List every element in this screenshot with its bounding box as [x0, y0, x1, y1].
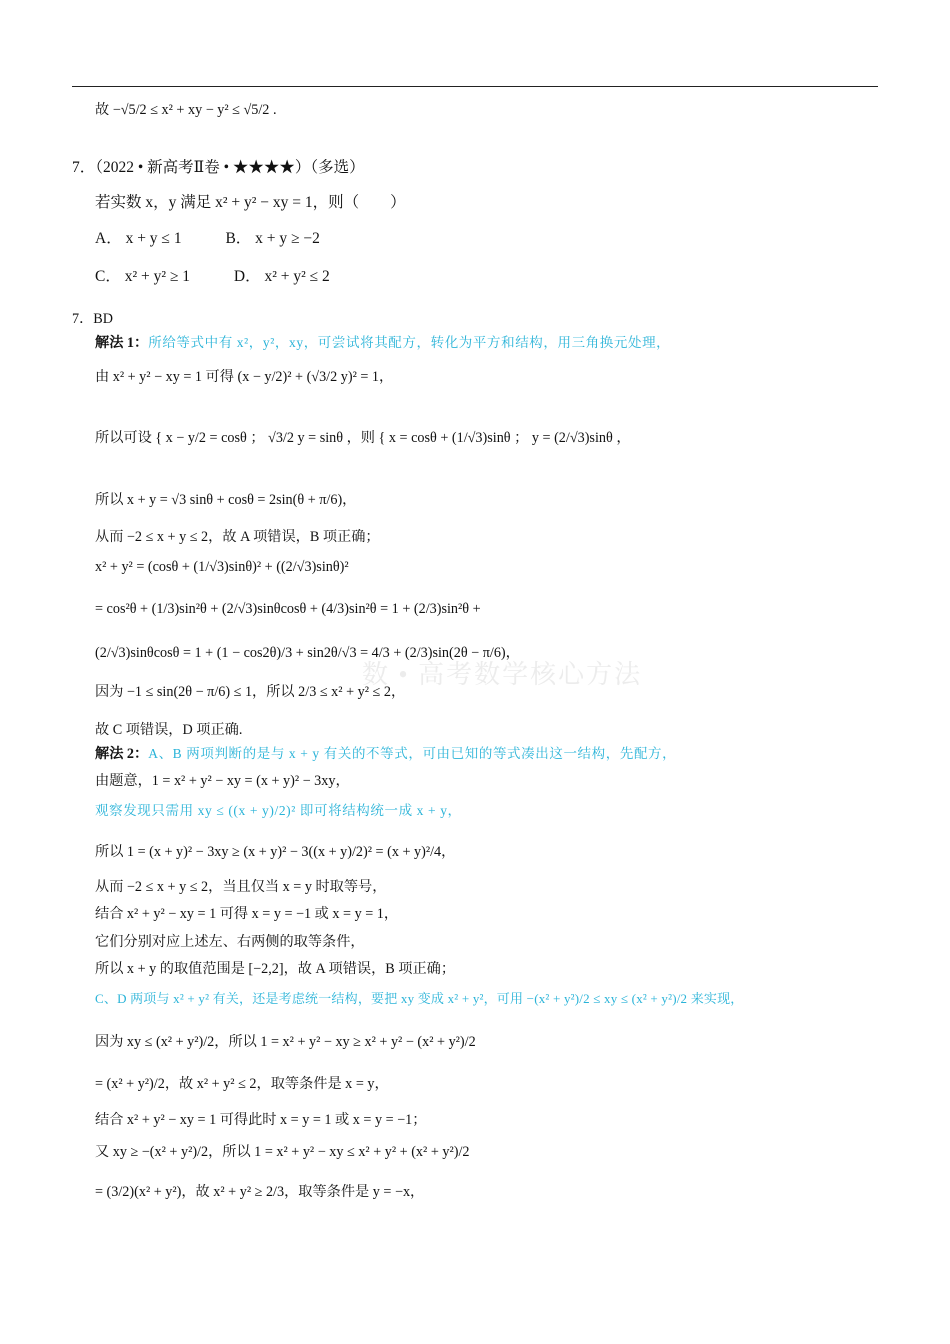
options-row-1 — [95, 229, 360, 249]
hint-line: C、D 两项与 x² + y² 有关，还是考虑统一结构，要把 xy 变成 x² + y²，可用 −(x² + y²)/2 ≤ xy ≤ (x² + y²)/2 来实现， — [95, 991, 744, 1006]
solution-line: 结合 x² + y² − xy = 1 可得 x = y = −1 或 x = y = 1， — [95, 906, 399, 922]
method2-title: 解法 2： — [95, 746, 149, 762]
solution-line: 所以 1 = (x + y)² − 3xy ≥ (x + y)² − 3((x + y)/2)² = (x + y)²/4， — [95, 844, 456, 860]
hint-line: 观察发现只需用 xy ≤ ((x + y)/2)² 即可将结构统一成 x + y， — [95, 803, 462, 818]
solution-line: 从而 −2 ≤ x + y ≤ 2，当且仅当 x = y 时取等号， — [95, 879, 387, 895]
method1-header — [95, 333, 670, 353]
solution-line: 所以可设 { x − y/2 = cosθ ； √3/2 y = sinθ ，则 { x = cosθ + (1/√3)sinθ ； y = (2/√3)sinθ ， — [95, 430, 631, 446]
option-a: A． x + y ≤ 1 — [95, 230, 182, 247]
question-title: 7．（2022 • 新高考Ⅱ卷 • ★★★★）（多选） — [72, 159, 365, 176]
method1-hint: 所给等式中有 x²，y²，xy，可尝试将其配方，转化为平方和结构，用三角换元处理， — [148, 335, 671, 350]
solution-line: 因为 xy ≤ (x² + y²)/2，所以 1 = x² + y² − xy ≥ x² + y² − (x² + y²)/2 — [95, 1034, 476, 1050]
option-d: D． x² + y² ≤ 2 — [233, 268, 330, 285]
solution-line: 从而 −2 ≤ x + y ≤ 2，故 A 项错误，B 项正确； — [95, 529, 380, 545]
method2-header — [95, 744, 676, 764]
question-stem: 若实数 x，y 满足 x² + y² − xy = 1，则（ ） — [95, 194, 406, 211]
previous-conclusion: 故 −√5/2 ≤ x² + xy − y² ≤ √5/2 . — [95, 102, 277, 118]
option-b: B． x + y ≥ −2 — [225, 230, 320, 247]
solution-line: 结合 x² + y² − xy = 1 可得此时 x = y = 1 或 x = y = −1； — [95, 1112, 427, 1128]
method2-hint: A、B 两项判断的是与 x + y 有关的不等式，可由已知的等式凑出这一结构，先配方， — [148, 746, 677, 761]
solution-line: = (3/2)(x² + y²)，故 x² + y² ≥ 2/3，取等条件是 y = −x， — [95, 1184, 425, 1200]
solution-line: 由 x² + y² − xy = 1 可得 (x − y/2)² + (√3/2 y)² = 1， — [95, 369, 394, 385]
method1-title: 解法 1： — [95, 335, 149, 351]
solution-line: 所以 x + y 的取值范围是 [−2,2]，故 A 项错误，B 项正确； — [95, 961, 456, 977]
solution-line: = (x² + y²)/2，故 x² + y² ≤ 2，取等条件是 x = y， — [95, 1076, 389, 1092]
option-c: C． x² + y² ≥ 1 — [95, 268, 191, 285]
solution-line: 由题意，1 = x² + y² − xy = (x + y)² − 3xy， — [95, 773, 350, 789]
top-rule — [72, 86, 878, 87]
solution-line: (2/√3)sinθcosθ = 1 + (1 − cos2θ)/3 + sin2θ/√3 = 4/3 + (2/3)sin(2θ − π/6)， — [95, 645, 520, 661]
solution-line: 又 xy ≥ −(x² + y²)/2，所以 1 = x² + y² − xy ≤ x² + y² + (x² + y²)/2 — [95, 1144, 470, 1160]
solution-line: = cos²θ + (1/3)sin²θ + (2/√3)sinθcosθ + (4/3)sin²θ = 1 + (2/3)sin²θ + — [95, 601, 481, 617]
solution-line: x² + y² = (cosθ + (1/√3)sinθ)² + ((2/√3)sinθ)² — [95, 559, 349, 575]
solution-line: 因为 −1 ≤ sin(2θ − π/6) ≤ 1，所以 2/3 ≤ x² + y² ≤ 2， — [95, 684, 406, 700]
solution-line: 它们分别对应上述左、右两侧的取等条件， — [95, 934, 365, 950]
watermark: 数 • 高考数学核心方法 — [362, 660, 643, 689]
answer-label: 7．BD — [72, 311, 113, 327]
solution-line: 所以 x + y = √3 sinθ + cosθ = 2sin(θ + π/6)， — [95, 492, 357, 508]
options-row-2 — [95, 267, 370, 287]
solution-line: 故 C 项错误，D 项正确. — [95, 722, 243, 738]
